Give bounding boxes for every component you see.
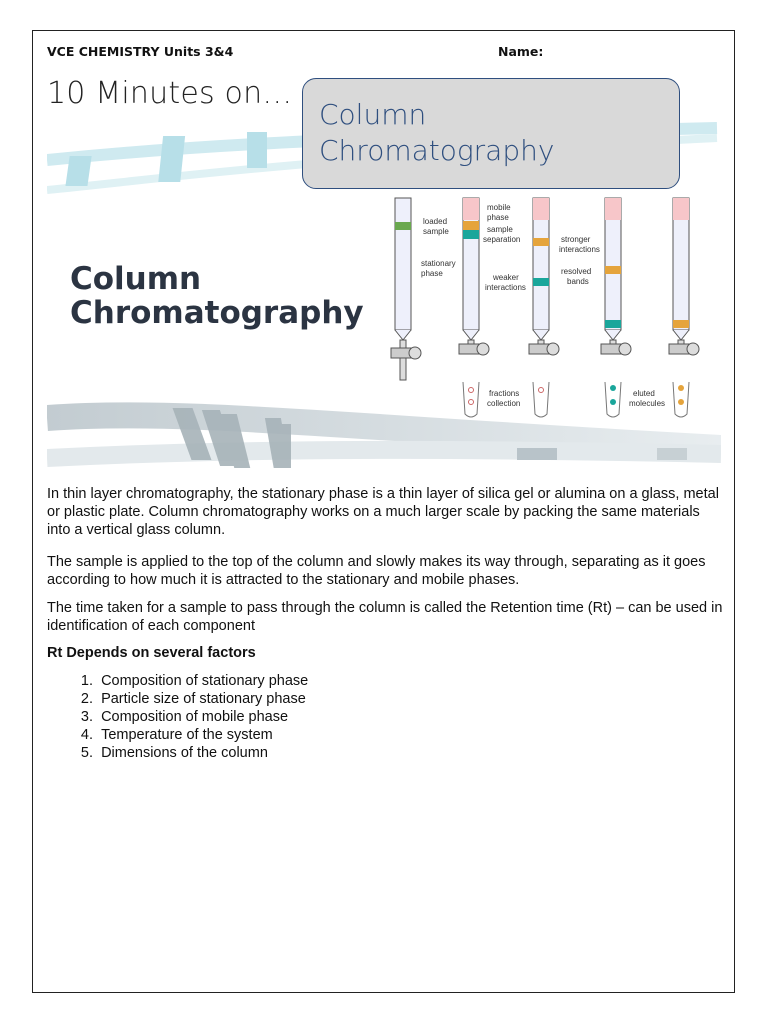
label-interactions: interactions (559, 245, 600, 254)
factors-list (47, 672, 547, 762)
list-item (47, 690, 547, 708)
label-bands: bands (567, 277, 589, 286)
label-interactions-2: interactions (485, 283, 526, 292)
label-molecules: molecules (629, 399, 666, 408)
banner-title-line2: Chromatography (70, 295, 364, 331)
label-sample-2: sample (487, 225, 513, 234)
list-number: 3. (80, 709, 93, 725)
intro-title: 10 Minutes on… (47, 76, 293, 111)
label-stronger: stronger (561, 235, 591, 244)
paragraph-1: In thin layer chromatography, the stationary phase is a thin layer of silica gel or alumina on a glass, metal or plastic plate. Column chromatography works on a much larger scale by packing the same materials into a vertical glass column. (47, 486, 719, 538)
label-separation: separation (483, 235, 521, 244)
label-stationary: stationary (421, 259, 456, 268)
paragraph-2: The sample is applied to the top of the column and slowly makes its way through, separating as it goes according to how much it is attracted to the stationary and mobile phases. (47, 554, 706, 588)
title-box-line1: Column (319, 98, 427, 131)
list-text: Temperature of the system (101, 727, 273, 743)
list-text: Particle size of stationary phase (101, 691, 306, 707)
list-item (47, 672, 547, 690)
list-text: Dimensions of the column (101, 745, 268, 761)
list-number: 1. (80, 673, 93, 689)
paragraph-3: The time taken for a sample to pass through the column is called the Retention time (Rt) – can be used in identification of each component (47, 600, 723, 634)
column-diagram (385, 194, 715, 424)
label-mobile-phase: phase (487, 213, 509, 222)
label-mobile: mobile (487, 203, 511, 212)
list-item (47, 708, 547, 726)
list-number: 2. (80, 691, 93, 707)
column-2 (459, 198, 489, 355)
label-eluted: eluted (633, 389, 655, 398)
title-box (302, 78, 680, 189)
name-label: Name: (498, 44, 544, 59)
column-4 (601, 198, 631, 355)
list-text: Composition of mobile phase (101, 709, 289, 725)
label-loaded: loaded (423, 217, 448, 226)
list-item (47, 744, 547, 762)
label-phase: phase (421, 269, 443, 278)
column-5 (669, 198, 699, 355)
column-3 (529, 198, 559, 355)
list-number: 4. (80, 727, 93, 743)
label-fractions: fractions (489, 389, 520, 398)
column-1 (391, 198, 421, 380)
course-label: VCE CHEMISTRY Units 3&4 (47, 44, 234, 59)
label-weaker: weaker (493, 273, 519, 282)
label-sample: sample (423, 227, 449, 236)
banner-title (70, 262, 364, 330)
title-box-line2: Chromatography (319, 134, 555, 167)
label-resolved: resolved (561, 267, 592, 276)
factors-heading: Rt Depends on several factors (47, 645, 256, 661)
list-item (47, 726, 547, 744)
label-collection: collection (487, 399, 521, 408)
list-number: 5. (80, 745, 93, 761)
banner-title-line1: Column (70, 261, 202, 297)
list-text: Composition of stationary phase (101, 673, 309, 689)
